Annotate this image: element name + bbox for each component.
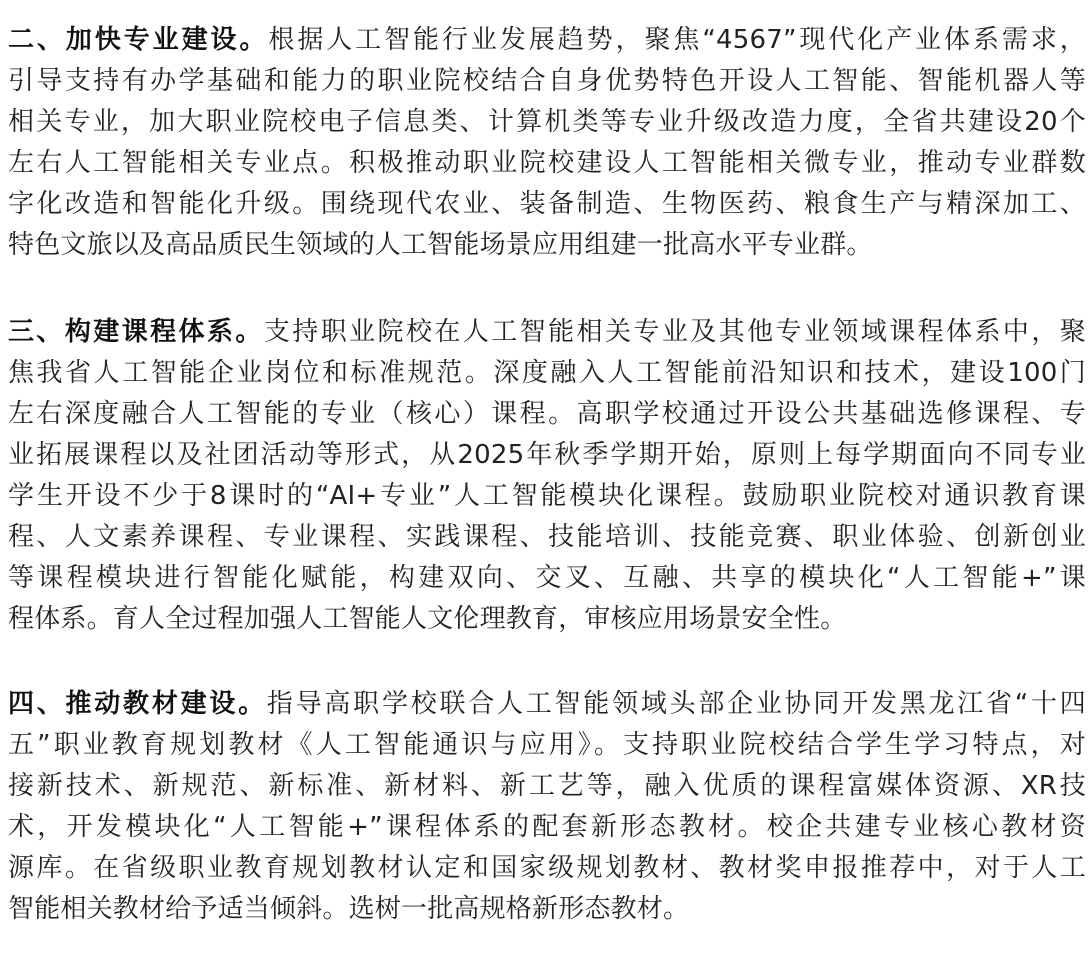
section-curriculum-system [8,312,1086,640]
paragraph-line: 接新技术、新规范、新标准、新材料、新工艺等，融入优质的课程富媒体资源、XR技 [8,771,1086,801]
paragraph-text: 支持职业院校在人工智能相关专业及其他专业领域课程体系中，聚 [263,317,1086,347]
paragraph-line: 源库。在省级职业教育规划教材认定和国家级规划教材、教材奖申报推荐中，对于人工 [8,853,1086,883]
paragraph-line: 字化改造和智能化升级。围绕现代农业、装备制造、生物医药、粮食生产与精深加工、 [8,189,1086,219]
paragraph-line: 程、人文素养课程、专业课程、实践课程、技能培训、技能竞赛、职业体验、创新创业 [8,522,1086,552]
paragraph-line [8,20,1086,61]
section-heading: 三、构建课程体系。 [8,317,264,347]
paragraph-line: 程体系。育人全过程加强人工智能人文伦理教育，审核应用场景安全性。 [8,604,847,634]
paragraph-line: 左右人工智能相关专业点。积极推动职业院校建设人工智能相关微专业，推动专业群数 [8,148,1086,178]
paragraph-line: 焦我省人工智能企业岗位和标准规范。深度融入人工智能前沿知识和技术，建设100门 [8,358,1086,388]
paragraph-line: 相关专业，加大职业院校电子信息类、计算机类等专业升级改造力度，全省共建设20个 [8,107,1086,137]
paragraph-line: 智能相关教材给予适当倾斜。选树一批高规格新形态教材。 [8,894,690,924]
paragraph-line [8,312,1086,353]
section-textbook-construction [8,684,1086,930]
paragraph-line: 特色文旅以及高品质民生领域的人工智能场景应用组建一批高水平专业群。 [8,230,873,260]
section-heading: 四、推动教材建设。 [8,689,267,719]
paragraph-line: 五”职业教育规划教材《人工智能通识与应用》。支持职业院校结合学生学习特点，对 [8,730,1086,760]
paragraph-text: 根据人工智能行业发展趋势，聚焦“4567”现代化产业体系需求， [268,25,1086,55]
section-heading: 二、加快专业建设。 [8,25,269,55]
paragraph-line: 业拓展课程以及社团活动等形式，从2025年秋季学期开始，原则上每学期面向不同专业 [8,440,1086,470]
section-professional-construction [8,20,1086,266]
paragraph-line [8,684,1086,725]
paragraph-line: 术，开发模块化“人工智能+”课程体系的配套新形态教材。校企共建专业核心教材资 [8,812,1086,842]
paragraph-line: 左右深度融合人工智能的专业（核心）课程。高职学校通过开设公共基础选修课程、专 [8,399,1086,429]
paragraph-line: 引导支持有办学基础和能力的职业院校结合自身优势特色开设人工智能、智能机器人等 [8,66,1086,96]
paragraph-text: 指导高职学校联合人工智能领域头部企业协同开发黑龙江省“十四 [266,689,1086,719]
paragraph-line: 等课程模块进行智能化赋能，构建双向、交叉、互融、共享的模块化“人工智能+”课 [8,563,1086,593]
paragraph-line: 学生开设不少于8课时的“AI+专业”人工智能模块化课程。鼓励职业院校对通识教育课 [8,481,1086,511]
